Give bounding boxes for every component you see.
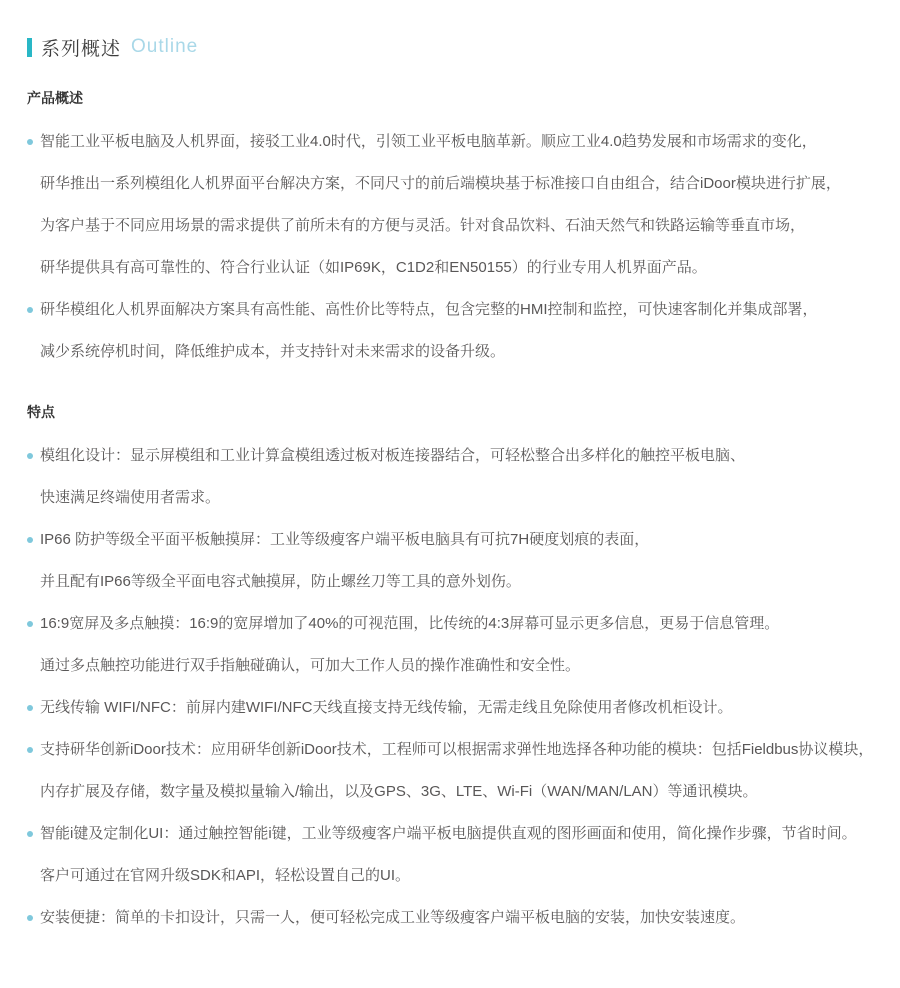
bullet-icon — [27, 915, 33, 921]
page-header — [27, 36, 875, 58]
list-item — [27, 603, 875, 687]
text-line: 客户可通过在官网升级SDK和API，轻松设置自己的UI。 — [40, 867, 411, 884]
text-line: 减少系统停机时间，降低维护成本，并支持针对未来需求的设备升级。 — [40, 343, 506, 360]
list-item — [27, 289, 875, 373]
bullet-icon — [27, 139, 33, 145]
page-title: 系列概述 — [41, 38, 122, 60]
text-line: 内存扩展及存储，数字量及模拟量输入/输出，以及GPS、3G、LTE、Wi-Fi（WAN/MAN/LAN）等通讯模块。 — [40, 783, 758, 800]
text-line: 智能i键及定制化UI：通过触控智能i键，工业等级瘦客户端平板电脑提供直观的图形画面和使用，简化操作步骤，节省时间。 — [40, 825, 857, 842]
text-line: 支持研华创新iDoor技术：应用研华创新iDoor技术，工程师可以根据需求弹性地选择各种功能的模块：包括Fieldbus协议模块， — [40, 741, 874, 758]
list-item — [27, 813, 875, 897]
text-line: 模组化设计：显示屏模组和工业计算盒模组透过板对板连接器结合，可轻松整合出多样化的触控平板电脑、 — [40, 447, 746, 464]
bullet-icon — [27, 705, 33, 711]
overview-bullet-list — [27, 121, 875, 373]
bullet-icon — [27, 831, 33, 837]
text-line: 为客户基于不同应用场景的需求提供了前所未有的方便与灵活。针对食品饮料、石油天然气和铁路运输等垂直市场， — [40, 217, 806, 234]
text-line: 快速满足终端使用者需求。 — [40, 489, 221, 506]
accent-bar-icon — [27, 38, 32, 57]
page-subtitle: Outline — [131, 36, 199, 57]
text-line: IP66 防护等级全平面平板触摸屏：工业等级瘦客户端平板电脑具有可抗7H硬度划痕的表面， — [40, 531, 650, 548]
text-line: 并且配有IP66等级全平面电容式触摸屏，防止螺丝刀等工具的意外划伤。 — [40, 573, 521, 590]
text-line: 通过多点触控功能进行双手指触碰确认，可加大工作人员的操作准确性和安全性。 — [40, 657, 581, 674]
text-line: 研华模组化人机界面解决方案具有高性能、高性价比等特点，包含完整的HMI控制和监控，可快速客制化并集成部署， — [40, 301, 818, 318]
section-features — [27, 404, 875, 939]
text-line: 无线传输 WIFI/NFC：前屏内建WIFI/NFC天线直接支持无线传输，无需走线且免除使用者修改机柜设计。 — [40, 699, 733, 716]
bullet-icon — [27, 453, 33, 459]
list-item — [27, 897, 875, 939]
section-heading-features: 特点 — [27, 404, 55, 420]
list-item — [27, 687, 875, 729]
bullet-icon — [27, 747, 33, 753]
text-line: 智能工业平板电脑及人机界面，接驳工业4.0时代，引领工业平板电脑革新。顺应工业4.0趋势发展和市场需求的变化， — [40, 133, 817, 150]
section-heading-product-overview: 产品概述 — [27, 90, 83, 106]
list-item — [27, 519, 875, 603]
section-product-overview — [27, 90, 875, 373]
text-line: 16:9宽屏及多点触摸：16:9的宽屏增加了40%的可视范围，比传统的4:3屏幕可显示更多信息，更易于信息管理。 — [40, 615, 780, 632]
text-line: 安装便捷：简单的卡扣设计，只需一人，便可轻松完成工业等级瘦客户端平板电脑的安装，加快安装速度。 — [40, 909, 746, 926]
text-line: 研华提供具有高可靠性的、符合行业认证（如IP69K，C1D2和EN50155）的行业专用人机界面产品。 — [40, 259, 707, 276]
text-line: 研华推出一系列模组化人机界面平台解决方案，不同尺寸的前后端模块基于标准接口自由组合，结合iDoor模块进行扩展， — [40, 175, 841, 192]
list-item — [27, 729, 875, 813]
features-bullet-list — [27, 435, 875, 939]
bullet-icon — [27, 307, 33, 313]
list-item — [27, 121, 875, 289]
list-item — [27, 435, 875, 519]
bullet-icon — [27, 537, 33, 543]
bullet-icon — [27, 621, 33, 627]
